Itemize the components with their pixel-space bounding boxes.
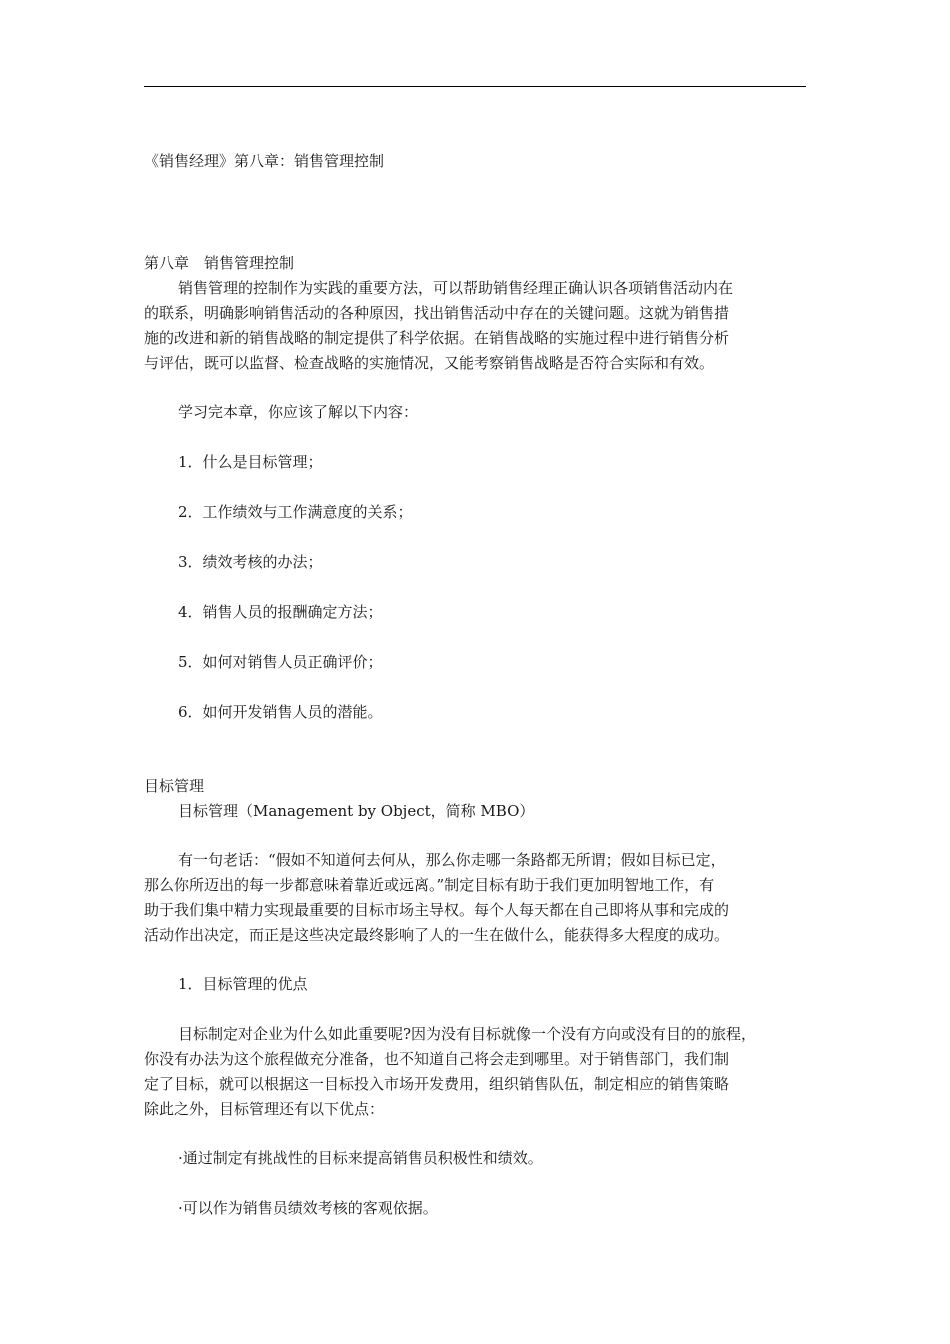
quote-line: 那么你所迈出的每一步都意味着靠近或远离。”制定目标有助于我们更加明智地工作，有 [144,876,715,894]
section-subheading: 目标管理（Management by Object，简称 MBO） [178,802,535,820]
quote-line: 活动作出决定，而正是这些决定最终影响了人的一生在做什么，能获得多大程度的成功。 [144,926,730,944]
intro-paragraph [144,276,808,376]
intro-line: 销售管理的控制作为实践的重要方法，可以帮助销售经理正确认识各项销售活动内在 [178,279,734,297]
header-rule [144,86,806,87]
bullet-item: ·可以作为销售员绩效考核的客观依据。 [178,1199,438,1217]
advantages-line: 除此之外，目标管理还有以下优点： [144,1100,385,1118]
objective-item: 6．如何开发销售人员的潜能。 [178,703,383,721]
quote-line: 助于我们集中精力实现最重要的目标市场主导权。每个人每天都在自己即将从事和完成的 [144,901,730,919]
quote-line: 有一句老话：“假如不知道何去何从，那么你走哪一条路都无所谓；假如目标已定， [178,851,726,869]
objective-item: 2．工作绩效与工作满意度的关系； [178,503,413,521]
quote-paragraph [144,848,808,948]
section-heading: 目标管理 [144,777,205,795]
objective-item: 5．如何对销售人员正确评价； [178,653,383,671]
advantages-paragraph [144,1022,808,1122]
objective-item: 3．绩效考核的办法； [178,553,323,571]
intro-line: 施的改进和新的销售战略的制定提供了科学依据。在销售战略的实施过程中进行销售分析 [144,329,730,347]
objective-item: 4．销售人员的报酬确定方法； [178,603,383,621]
learn-intro: 学习完本章，你应该了解以下内容： [178,403,419,421]
chapter-heading: 第八章 销售管理控制 [144,254,295,272]
advantages-line: 定了目标，就可以根据这一目标投入市场开发费用，组织销售队伍，制定相应的销售策略 [144,1075,730,1093]
objective-item: 1．什么是目标管理； [178,453,323,471]
advantages-heading: 1．目标管理的优点 [178,975,308,993]
intro-line: 的联系，明确影响销售活动的各种原因，找出销售活动中存在的关键问题。这就为销售措 [144,304,730,322]
bullet-item: ·通过制定有挑战性的目标来提高销售员积极性和绩效。 [178,1149,543,1167]
advantages-line: 你没有办法为这个旅程做充分准备，也不知道自己将会走到哪里。对于销售部门，我们制 [144,1050,730,1068]
document-title: 《销售经理》第八章：销售管理控制 [144,152,385,170]
intro-line: 与评估，既可以监督、检查战略的实施情况，又能考察销售战略是否符合实际和有效。 [144,354,715,372]
advantages-line: 目标制定对企业为什么如此重要呢?因为没有目标就像一个没有方向或没有目的的旅程， [178,1025,757,1043]
